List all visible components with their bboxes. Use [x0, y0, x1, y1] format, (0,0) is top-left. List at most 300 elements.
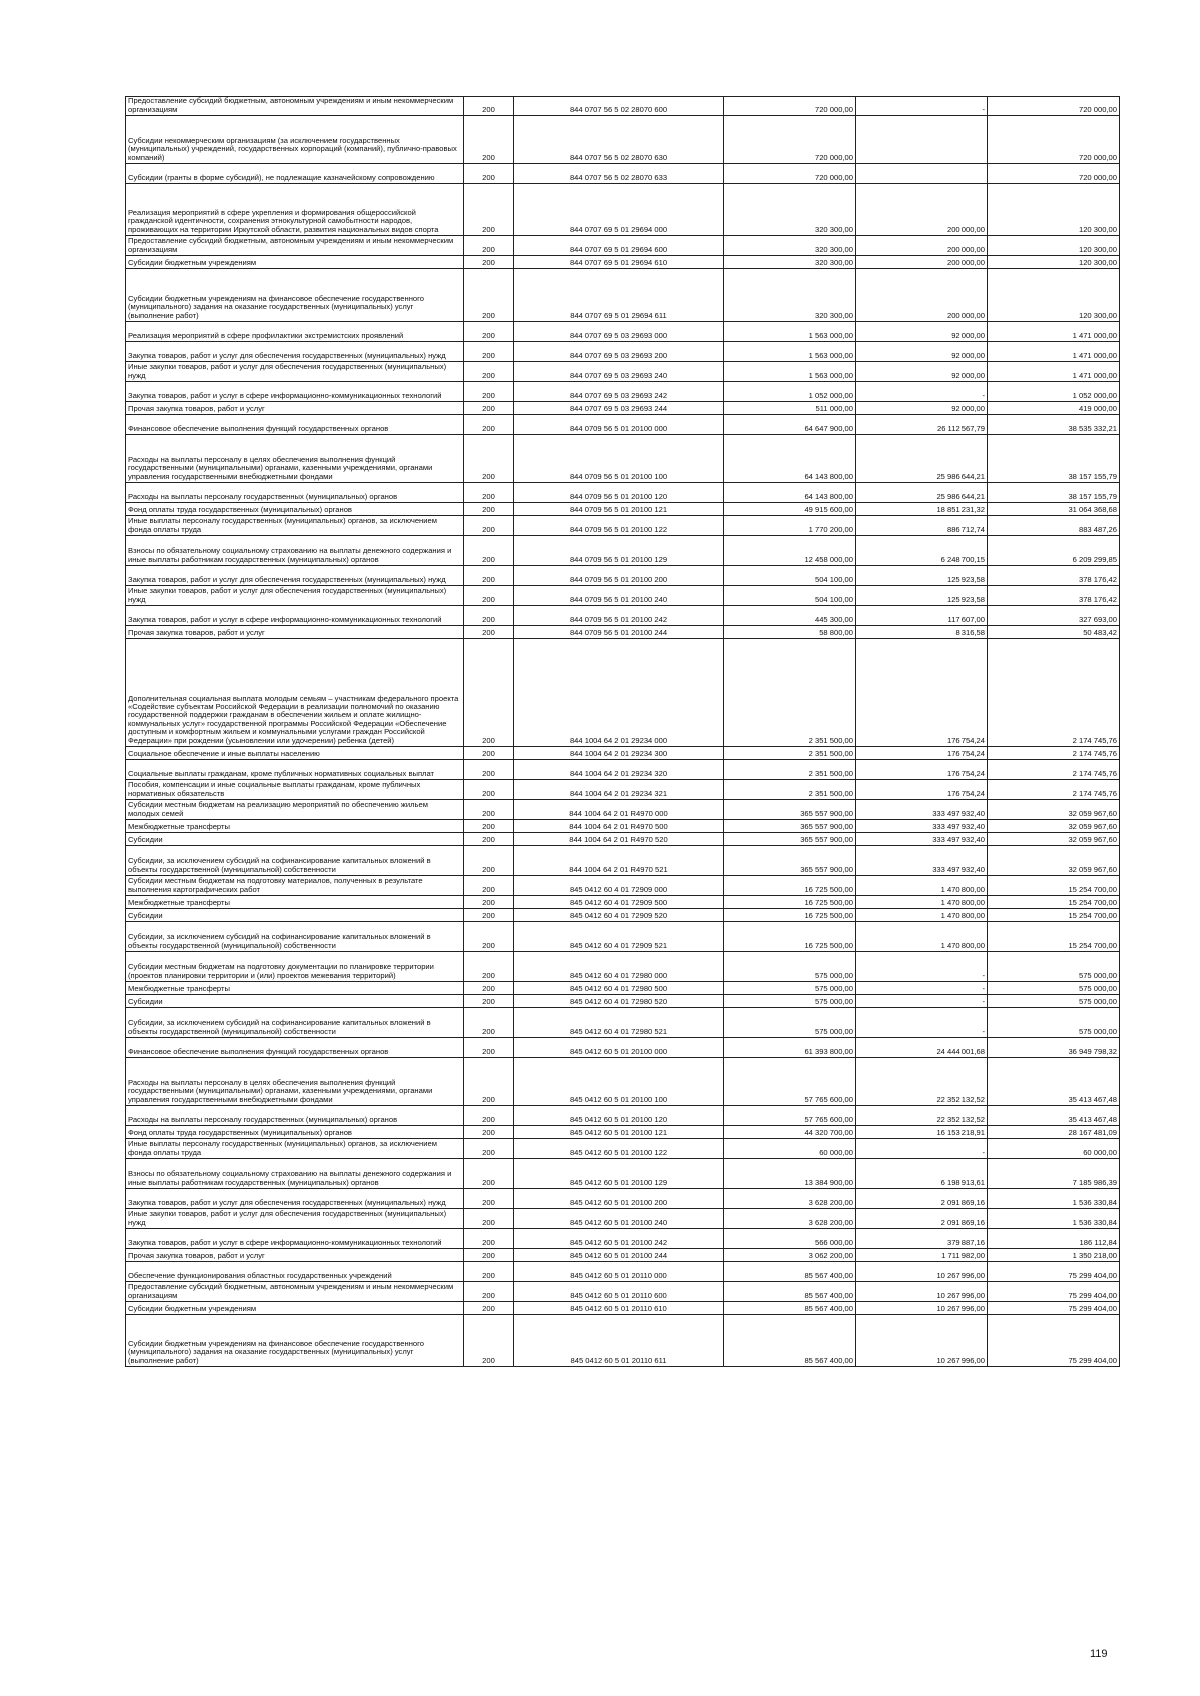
row-amount-remaining: 38 535 332,21	[988, 415, 1120, 435]
row-amount-approved: 60 000,00	[724, 1139, 856, 1159]
row-amount-approved: 13 384 900,00	[724, 1159, 856, 1189]
row-amount-executed: 176 754,24	[856, 780, 988, 800]
row-name: Закупка товаров, работ и услуг для обеспечения государственных (муниципальных) нужд	[126, 1189, 464, 1209]
row-amount-remaining: 35 413 467,48	[988, 1106, 1120, 1126]
row-amount-executed: 333 497 932,40	[856, 846, 988, 876]
row-code: 200	[464, 269, 514, 322]
row-code: 200	[464, 982, 514, 995]
row-code: 200	[464, 1159, 514, 1189]
row-name: Субсидии, за исключением субсидий на софинансирование капитальных вложений в объекты государственной (муниципальной) собственности	[126, 922, 464, 952]
row-amount-approved: 365 557 900,00	[724, 820, 856, 833]
row-amount-executed: 333 497 932,40	[856, 820, 988, 833]
row-amount-executed: 2 091 869,16	[856, 1209, 988, 1229]
row-kbk: 845 0412 60 4 01 72980 520	[514, 995, 724, 1008]
row-amount-approved: 720 000,00	[724, 116, 856, 164]
row-amount-executed: 92 000,00	[856, 342, 988, 362]
row-name: Предоставление субсидий бюджетным, автономным учреждениям и иным некоммерческим организациям	[126, 236, 464, 256]
row-code: 200	[464, 362, 514, 382]
row-amount-remaining: 15 254 700,00	[988, 922, 1120, 952]
row-amount-approved: 566 000,00	[724, 1229, 856, 1249]
row-code: 200	[464, 909, 514, 922]
row-code: 200	[464, 435, 514, 483]
table-row	[126, 1038, 1120, 1058]
row-amount-executed: 92 000,00	[856, 322, 988, 342]
row-amount-executed: 10 267 996,00	[856, 1262, 988, 1282]
table-row	[126, 1126, 1120, 1139]
row-amount-approved: 720 000,00	[724, 164, 856, 184]
row-amount-approved: 16 725 500,00	[724, 896, 856, 909]
row-kbk: 844 0707 69 5 03 29693 000	[514, 322, 724, 342]
row-code: 200	[464, 833, 514, 846]
row-amount-executed: 200 000,00	[856, 236, 988, 256]
table-row	[126, 833, 1120, 846]
row-name: Субсидии бюджетным учреждениям	[126, 256, 464, 269]
row-amount-remaining: 1 350 218,00	[988, 1249, 1120, 1262]
row-amount-approved: 3 062 200,00	[724, 1249, 856, 1262]
table-row	[126, 362, 1120, 382]
row-amount-approved: 365 557 900,00	[724, 800, 856, 820]
row-amount-remaining: 32 059 967,60	[988, 846, 1120, 876]
row-amount-executed: 1 470 800,00	[856, 909, 988, 922]
row-amount-executed: 379 887,16	[856, 1229, 988, 1249]
row-name: Фонд оплаты труда государственных (муниципальных) органов	[126, 1126, 464, 1139]
table-row	[126, 846, 1120, 876]
row-amount-remaining: 2 174 745,76	[988, 747, 1120, 760]
row-amount-remaining: 15 254 700,00	[988, 896, 1120, 909]
row-amount-executed	[856, 164, 988, 184]
row-code: 200	[464, 1189, 514, 1209]
row-kbk: 844 0709 56 5 01 20100 000	[514, 415, 724, 435]
row-kbk: 844 0707 69 5 01 29694 611	[514, 269, 724, 322]
row-kbk: 844 0707 69 5 01 29694 000	[514, 184, 724, 236]
row-amount-approved: 16 725 500,00	[724, 922, 856, 952]
row-name: Иные закупки товаров, работ и услуг для обеспечения государственных (муниципальных) нужд	[126, 362, 464, 382]
row-code: 200	[464, 876, 514, 896]
row-amount-executed: 1 470 800,00	[856, 876, 988, 896]
row-kbk: 844 1004 64 2 01 29234 300	[514, 747, 724, 760]
row-kbk: 845 0412 60 5 01 20100 244	[514, 1249, 724, 1262]
table-row	[126, 760, 1120, 780]
row-kbk: 844 0709 56 5 01 20100 240	[514, 586, 724, 606]
row-code: 200	[464, 1302, 514, 1315]
row-amount-remaining: 720 000,00	[988, 164, 1120, 184]
row-amount-approved: 575 000,00	[724, 1008, 856, 1038]
row-amount-remaining: 120 300,00	[988, 184, 1120, 236]
row-code: 200	[464, 780, 514, 800]
row-kbk: 845 0412 60 4 01 72980 521	[514, 1008, 724, 1038]
row-amount-executed: -	[856, 382, 988, 402]
row-kbk: 845 0412 60 5 01 20100 240	[514, 1209, 724, 1229]
row-amount-approved: 1 563 000,00	[724, 362, 856, 382]
row-amount-approved: 2 351 500,00	[724, 760, 856, 780]
row-amount-approved: 58 800,00	[724, 626, 856, 639]
table-row	[126, 236, 1120, 256]
row-code: 200	[464, 1229, 514, 1249]
table-row	[126, 516, 1120, 536]
row-code: 200	[464, 236, 514, 256]
row-amount-executed: 125 923,58	[856, 586, 988, 606]
row-amount-approved: 12 458 000,00	[724, 536, 856, 566]
row-amount-executed: -	[856, 952, 988, 982]
row-amount-approved: 57 765 600,00	[724, 1106, 856, 1126]
row-kbk: 844 0707 69 5 01 29694 610	[514, 256, 724, 269]
row-amount-executed: 22 352 132,52	[856, 1106, 988, 1126]
table-row	[126, 800, 1120, 820]
row-kbk: 844 1004 64 2 01 R4970 521	[514, 846, 724, 876]
row-amount-remaining: 32 059 967,60	[988, 833, 1120, 846]
row-amount-remaining: 120 300,00	[988, 256, 1120, 269]
row-code: 200	[464, 1262, 514, 1282]
table-row	[126, 1229, 1120, 1249]
row-kbk: 844 1004 64 2 01 29234 000	[514, 639, 724, 747]
row-code: 200	[464, 1126, 514, 1139]
row-amount-executed: 1 711 982,00	[856, 1249, 988, 1262]
row-amount-approved: 365 557 900,00	[724, 833, 856, 846]
row-amount-remaining: 31 064 368,68	[988, 503, 1120, 516]
row-code: 200	[464, 536, 514, 566]
row-amount-approved: 85 567 400,00	[724, 1282, 856, 1302]
row-amount-approved: 504 100,00	[724, 566, 856, 586]
row-name: Дополнительная социальная выплата молодым семьям – участникам федерального проекта «Содействие субъектам Российской Федерации в реализации полномочий по оказанию государственной поддержки гражданам в обеспечении жильем и оплате жилищно-коммунальных услуг» государственной программы Российской Федерации «Обеспечение доступным и комфортным жильем и коммунальными услугами граждан Российской Федерации» при рождении (усыновлении или удочерении) ребенка (детей)	[126, 639, 464, 747]
row-code: 200	[464, 922, 514, 952]
row-code: 200	[464, 566, 514, 586]
row-amount-approved: 64 647 900,00	[724, 415, 856, 435]
row-amount-approved: 85 567 400,00	[724, 1262, 856, 1282]
row-kbk: 845 0412 60 5 01 20110 610	[514, 1302, 724, 1315]
row-kbk: 845 0412 60 5 01 20100 242	[514, 1229, 724, 1249]
row-name: Субсидии бюджетным учреждениям	[126, 1302, 464, 1315]
row-amount-approved: 320 300,00	[724, 236, 856, 256]
row-code: 200	[464, 322, 514, 342]
row-amount-remaining: 7 185 986,39	[988, 1159, 1120, 1189]
row-amount-executed: 22 352 132,52	[856, 1058, 988, 1106]
row-kbk: 844 0707 56 5 02 28070 600	[514, 97, 724, 116]
row-amount-executed	[856, 116, 988, 164]
row-kbk: 844 0709 56 5 01 20100 120	[514, 483, 724, 503]
row-amount-executed: 26 112 567,79	[856, 415, 988, 435]
row-amount-remaining: 883 487,26	[988, 516, 1120, 536]
table-row	[126, 639, 1120, 747]
row-amount-executed: 10 267 996,00	[856, 1315, 988, 1367]
row-amount-approved: 1 770 200,00	[724, 516, 856, 536]
row-amount-approved: 511 000,00	[724, 402, 856, 415]
row-kbk: 845 0412 60 5 01 20110 000	[514, 1262, 724, 1282]
row-amount-remaining: 575 000,00	[988, 1008, 1120, 1038]
row-amount-executed: -	[856, 982, 988, 995]
row-kbk: 844 1004 64 2 01 R4970 520	[514, 833, 724, 846]
row-amount-remaining: 35 413 467,48	[988, 1058, 1120, 1106]
table-row	[126, 184, 1120, 236]
row-name: Субсидии местным бюджетам на подготовку документации по планировке территории (проектов планировки территории и (или) проектов межевания территорий)	[126, 952, 464, 982]
row-amount-approved: 44 320 700,00	[724, 1126, 856, 1139]
row-name: Иные закупки товаров, работ и услуг для обеспечения государственных (муниципальных) нужд	[126, 586, 464, 606]
row-code: 200	[464, 483, 514, 503]
row-amount-remaining: 6 209 299,85	[988, 536, 1120, 566]
row-code: 200	[464, 747, 514, 760]
row-amount-approved: 1 563 000,00	[724, 322, 856, 342]
row-name: Межбюджетные трансферты	[126, 896, 464, 909]
row-name: Реализация мероприятий в сфере укрепления и формирования общероссийской гражданской идентичности, сохранения этнокультурной самобытности народов, проживающих на территории Иркутской области, развития национальных видов спорта	[126, 184, 464, 236]
row-code: 200	[464, 760, 514, 780]
row-code: 200	[464, 1282, 514, 1302]
table-row	[126, 952, 1120, 982]
row-name: Иные выплаты персоналу государственных (муниципальных) органов, за исключением фонда оплаты труда	[126, 516, 464, 536]
row-code: 200	[464, 800, 514, 820]
row-kbk: 844 1004 64 2 01 29234 320	[514, 760, 724, 780]
row-name: Расходы на выплаты персоналу в целях обеспечения выполнения функций государственными (муниципальными) органами, казенными учреждениями, органами управления государственными внебюджетными фондами	[126, 435, 464, 483]
row-amount-approved: 57 765 600,00	[724, 1058, 856, 1106]
row-name: Межбюджетные трансферты	[126, 820, 464, 833]
table-body	[126, 97, 1120, 1367]
row-name: Обеспечение функционирования областных государственных учреждений	[126, 1262, 464, 1282]
row-amount-approved: 575 000,00	[724, 982, 856, 995]
row-amount-remaining: 75 299 404,00	[988, 1302, 1120, 1315]
row-amount-executed: 25 986 644,21	[856, 483, 988, 503]
row-name: Субсидии	[126, 995, 464, 1008]
row-amount-remaining: 1 536 330,84	[988, 1189, 1120, 1209]
row-name: Прочая закупка товаров, работ и услуг	[126, 626, 464, 639]
row-amount-remaining: 120 300,00	[988, 269, 1120, 322]
row-code: 200	[464, 606, 514, 626]
row-kbk: 845 0412 60 5 01 20100 121	[514, 1126, 724, 1139]
row-name: Субсидии бюджетным учреждениям на финансовое обеспечение государственного (муниципального) задания на оказание государственных (муниципальных) услуг (выполнение работ)	[126, 269, 464, 322]
table-row	[126, 1249, 1120, 1262]
budget-table-container	[125, 96, 1117, 1367]
row-amount-executed: 6 198 913,61	[856, 1159, 988, 1189]
row-name: Закупка товаров, работ и услуг для обеспечения государственных (муниципальных) нужд	[126, 342, 464, 362]
table-row	[126, 1106, 1120, 1126]
row-kbk: 845 0412 60 4 01 72909 520	[514, 909, 724, 922]
row-kbk: 844 0707 69 5 01 29694 600	[514, 236, 724, 256]
row-amount-approved: 85 567 400,00	[724, 1315, 856, 1367]
row-kbk: 844 1004 64 2 01 R4970 000	[514, 800, 724, 820]
row-name: Субсидии	[126, 833, 464, 846]
table-row	[126, 1058, 1120, 1106]
row-amount-remaining: 38 157 155,79	[988, 435, 1120, 483]
row-kbk: 845 0412 60 5 01 20110 600	[514, 1282, 724, 1302]
table-row	[126, 1159, 1120, 1189]
row-kbk: 845 0412 60 4 01 72909 000	[514, 876, 724, 896]
row-amount-approved: 85 567 400,00	[724, 1302, 856, 1315]
row-code: 200	[464, 164, 514, 184]
table-row	[126, 876, 1120, 896]
row-kbk: 844 0709 56 5 01 20100 244	[514, 626, 724, 639]
row-amount-remaining: 2 174 745,76	[988, 780, 1120, 800]
table-row	[126, 256, 1120, 269]
row-amount-executed: 8 316,58	[856, 626, 988, 639]
table-row	[126, 1282, 1120, 1302]
row-name: Межбюджетные трансферты	[126, 982, 464, 995]
row-name: Взносы по обязательному социальному страхованию на выплаты денежного содержания и иные выплаты работникам государственных (муниципальных) органов	[126, 536, 464, 566]
table-row	[126, 747, 1120, 760]
row-amount-approved: 575 000,00	[724, 995, 856, 1008]
row-kbk: 845 0412 60 5 01 20100 200	[514, 1189, 724, 1209]
row-amount-executed: 886 712,74	[856, 516, 988, 536]
budget-execution-table	[125, 96, 1120, 1367]
row-amount-approved: 64 143 800,00	[724, 483, 856, 503]
table-row	[126, 606, 1120, 626]
row-code: 200	[464, 1249, 514, 1262]
row-code: 200	[464, 1139, 514, 1159]
row-kbk: 844 0707 69 5 03 29693 200	[514, 342, 724, 362]
table-row	[126, 780, 1120, 800]
row-amount-remaining: 575 000,00	[988, 982, 1120, 995]
row-amount-approved: 16 725 500,00	[724, 909, 856, 922]
row-kbk: 845 0412 60 4 01 72980 500	[514, 982, 724, 995]
table-row	[126, 415, 1120, 435]
row-amount-executed: 10 267 996,00	[856, 1302, 988, 1315]
row-amount-remaining: 575 000,00	[988, 995, 1120, 1008]
table-row	[126, 483, 1120, 503]
row-name: Субсидии, за исключением субсидий на софинансирование капитальных вложений в объекты государственной (муниципальной) собственности	[126, 1008, 464, 1038]
row-name: Субсидии	[126, 909, 464, 922]
row-kbk: 845 0412 60 5 01 20100 100	[514, 1058, 724, 1106]
row-kbk: 844 0709 56 5 01 20100 242	[514, 606, 724, 626]
row-name: Фонд оплаты труда государственных (муниципальных) органов	[126, 503, 464, 516]
row-amount-executed: -	[856, 1139, 988, 1159]
row-amount-executed: 333 497 932,40	[856, 800, 988, 820]
row-amount-approved: 1 563 000,00	[724, 342, 856, 362]
row-code: 200	[464, 639, 514, 747]
row-kbk: 845 0412 60 5 01 20100 122	[514, 1139, 724, 1159]
row-name: Субсидии местным бюджетам на подготовку материалов, полученных в результате выполнения картографических работ	[126, 876, 464, 896]
row-amount-executed: 25 986 644,21	[856, 435, 988, 483]
row-kbk: 845 0412 60 4 01 72909 500	[514, 896, 724, 909]
row-code: 200	[464, 952, 514, 982]
row-name: Прочая закупка товаров, работ и услуг	[126, 1249, 464, 1262]
row-amount-executed: 10 267 996,00	[856, 1282, 988, 1302]
row-amount-executed: 333 497 932,40	[856, 833, 988, 846]
row-code: 200	[464, 415, 514, 435]
row-amount-remaining: 378 176,42	[988, 586, 1120, 606]
row-name: Субсидии некоммерческим организациям (за исключением государственных (муниципальных) учреждений, государственных корпораций (компаний), публично-правовых компаний)	[126, 116, 464, 164]
row-amount-executed: 176 754,24	[856, 747, 988, 760]
row-code: 200	[464, 382, 514, 402]
row-amount-executed: 6 248 700,15	[856, 536, 988, 566]
row-code: 200	[464, 97, 514, 116]
row-kbk: 845 0412 60 4 01 72909 521	[514, 922, 724, 952]
row-code: 200	[464, 1008, 514, 1038]
row-amount-approved: 2 351 500,00	[724, 780, 856, 800]
row-amount-executed: 200 000,00	[856, 269, 988, 322]
row-amount-approved: 575 000,00	[724, 952, 856, 982]
row-amount-remaining: 1 052 000,00	[988, 382, 1120, 402]
row-amount-executed: 117 607,00	[856, 606, 988, 626]
row-amount-approved: 61 393 800,00	[724, 1038, 856, 1058]
row-code: 200	[464, 184, 514, 236]
row-amount-remaining: 419 000,00	[988, 402, 1120, 415]
row-amount-executed: -	[856, 97, 988, 116]
row-kbk: 844 0707 56 5 02 28070 633	[514, 164, 724, 184]
row-amount-remaining: 2 174 745,76	[988, 760, 1120, 780]
row-name: Расходы на выплаты персоналу в целях обеспечения выполнения функций государственными (муниципальными) органами, казенными учреждениями, органами управления государственными внебюджетными фондами	[126, 1058, 464, 1106]
row-amount-approved: 320 300,00	[724, 184, 856, 236]
row-code: 200	[464, 516, 514, 536]
row-amount-approved: 720 000,00	[724, 97, 856, 116]
row-amount-executed: 1 470 800,00	[856, 896, 988, 909]
row-name: Пособия, компенсации и иные социальные выплаты гражданам, кроме публичных нормативных обязательств	[126, 780, 464, 800]
row-amount-remaining: 32 059 967,60	[988, 820, 1120, 833]
row-amount-remaining: 28 167 481,09	[988, 1126, 1120, 1139]
row-name: Финансовое обеспечение выполнения функций государственных органов	[126, 415, 464, 435]
row-amount-executed: 125 923,58	[856, 566, 988, 586]
row-amount-approved: 2 351 500,00	[724, 747, 856, 760]
table-row	[126, 1315, 1120, 1367]
row-amount-executed: 200 000,00	[856, 184, 988, 236]
row-amount-executed: -	[856, 1008, 988, 1038]
row-kbk: 844 0709 56 5 01 20100 121	[514, 503, 724, 516]
row-kbk: 844 0709 56 5 01 20100 200	[514, 566, 724, 586]
row-code: 200	[464, 256, 514, 269]
row-amount-remaining: 1 471 000,00	[988, 362, 1120, 382]
table-row	[126, 1139, 1120, 1159]
row-name: Закупка товаров, работ и услуг в сфере информационно-коммуникационных технологий	[126, 606, 464, 626]
row-amount-executed: 16 153 218,91	[856, 1126, 988, 1139]
row-name: Социальные выплаты гражданам, кроме публичных нормативных социальных выплат	[126, 760, 464, 780]
row-code: 200	[464, 586, 514, 606]
row-kbk: 844 0709 56 5 01 20100 129	[514, 536, 724, 566]
row-amount-remaining: 186 112,84	[988, 1229, 1120, 1249]
table-row	[126, 536, 1120, 566]
row-kbk: 845 0412 60 5 01 20100 129	[514, 1159, 724, 1189]
row-name: Субсидии местным бюджетам на реализацию мероприятий по обеспечению жильем молодых семей	[126, 800, 464, 820]
table-row	[126, 97, 1120, 116]
row-amount-approved: 320 300,00	[724, 256, 856, 269]
row-amount-executed: 92 000,00	[856, 362, 988, 382]
row-amount-remaining: 1 471 000,00	[988, 322, 1120, 342]
table-row	[126, 922, 1120, 952]
row-amount-approved: 64 143 800,00	[724, 435, 856, 483]
row-name: Субсидии бюджетным учреждениям на финансовое обеспечение государственного (муниципального) задания на оказание государственных (муниципальных) услуг (выполнение работ)	[126, 1315, 464, 1367]
row-amount-approved: 3 628 200,00	[724, 1209, 856, 1229]
row-kbk: 844 0709 56 5 01 20100 100	[514, 435, 724, 483]
table-row	[126, 402, 1120, 415]
row-amount-remaining: 75 299 404,00	[988, 1262, 1120, 1282]
row-kbk: 844 0707 56 5 02 28070 630	[514, 116, 724, 164]
table-row	[126, 896, 1120, 909]
table-row	[126, 503, 1120, 516]
row-code: 200	[464, 402, 514, 415]
row-code: 200	[464, 342, 514, 362]
row-amount-remaining: 32 059 967,60	[988, 800, 1120, 820]
row-amount-remaining: 2 174 745,76	[988, 639, 1120, 747]
row-code: 200	[464, 1209, 514, 1229]
row-kbk: 844 0707 69 5 03 29693 242	[514, 382, 724, 402]
row-amount-remaining: 575 000,00	[988, 952, 1120, 982]
row-code: 200	[464, 116, 514, 164]
row-amount-approved: 365 557 900,00	[724, 846, 856, 876]
row-amount-remaining: 15 254 700,00	[988, 909, 1120, 922]
table-row	[126, 164, 1120, 184]
table-row	[126, 982, 1120, 995]
row-amount-remaining: 720 000,00	[988, 97, 1120, 116]
row-amount-remaining: 75 299 404,00	[988, 1282, 1120, 1302]
table-row	[126, 626, 1120, 639]
row-kbk: 844 1004 64 2 01 29234 321	[514, 780, 724, 800]
row-name: Расходы на выплаты персоналу государственных (муниципальных) органов	[126, 1106, 464, 1126]
row-amount-approved: 445 300,00	[724, 606, 856, 626]
row-kbk: 845 0412 60 5 01 20100 000	[514, 1038, 724, 1058]
row-amount-approved: 1 052 000,00	[724, 382, 856, 402]
table-row	[126, 1262, 1120, 1282]
table-row	[126, 382, 1120, 402]
row-name: Закупка товаров, работ и услуг в сфере информационно-коммуникационных технологий	[126, 1229, 464, 1249]
table-row	[126, 566, 1120, 586]
row-amount-remaining: 50 483,42	[988, 626, 1120, 639]
row-name: Расходы на выплаты персоналу государственных (муниципальных) органов	[126, 483, 464, 503]
table-row	[126, 820, 1120, 833]
row-kbk: 844 1004 64 2 01 R4970 500	[514, 820, 724, 833]
